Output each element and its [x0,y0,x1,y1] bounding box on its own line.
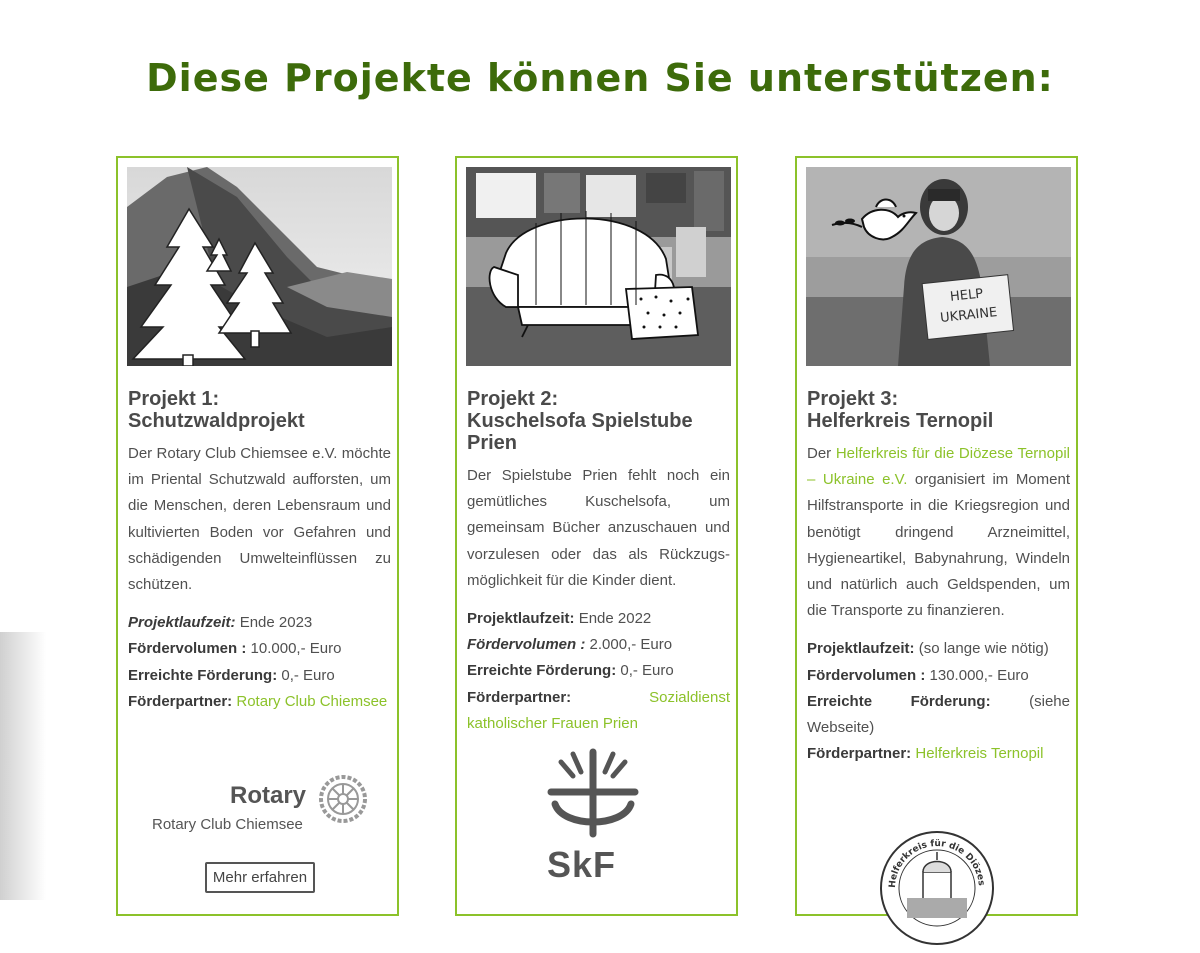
help-ukraine-photo [806,167,1071,366]
volumen-row: Fördervolumen : 10.000,- Euro [128,640,342,658]
partner-row: Förderpartner: Helferkreis Ternopil [807,745,1044,763]
project-description: Der Rotary Club Chiemsee e.V. möchte im Priental Schutzwald aufforsten, um die Menschen, deren Lebensraum und kultivierten Boden vor Gefahren und schädigenden Umwelteinflüssen zu schützen. [128,445,391,594]
partner-row: Förderpartner: Rotary Club Chiemsee [128,692,388,710]
volumen-row: Fördervolumen : 2.000,- Euro [467,636,673,654]
project-title: Projekt 1: Schutzwaldprojekt [128,388,305,432]
partner-link[interactable]: Sozialdienst katholischer Frauen Prien [467,688,730,732]
forest-illustration [127,167,392,366]
skf-logo: SkF [543,748,643,888]
svg-text:HELP: HELP [949,286,984,305]
erreicht-row: Erreichte Förderung: 0,- Euro [128,666,335,684]
project-description: Der Helferkreis für die Diözese Ternopil – Ukraine e.V. organisiert im Moment Hilfstransporte in die Kriegsregion und benötigt dringend Arzneimittel, Hygieneartikel, Babynahrung, Windeln und natürlich auch Geldspenden, um die Transporte zu finanzieren. [807,445,1070,620]
rotary-logo: Rotary Rotary Club Chiemsee [142,772,372,842]
project-card-2 [455,156,738,916]
volumen-row: Fördervolumen : 130.000,- Euro [807,666,1029,684]
project-description: Der Spielstube Prien fehlt noch ein gemütliches Kuschelsofa, um gemeinsam Bücher anzuschauen und vorzulesen oder das als Rückzugs-möglichkeit für die Kinder dient. [467,467,730,589]
sofa-illustration [466,167,731,366]
skf-cross-icon [543,748,643,844]
helferkreis-link[interactable]: Helferkreis für die Diözese Ternopil – Ukraine e.V. [807,445,1070,489]
svg-text:UKRAINE: UKRAINE [939,305,998,326]
helferkreis-seal-logo [877,828,997,948]
erreicht-row: Erreichte Förderung: 0,- Euro [467,662,674,680]
mehr-erfahren-button[interactable]: Mehr erfahren [205,862,315,893]
project-card-3 [795,156,1078,916]
laufzeit-row: Projektlaufzeit: Ende 2023 [128,614,313,632]
page-heading: Diese Projekte können Sie unterstützen: [146,56,1054,100]
rotary-wheel-icon [318,774,368,824]
svg-text:Helferkreis für die Diözese Te: Helferkreis für die Diözes [887,838,986,889]
partner-link[interactable]: Helferkreis Ternopil [915,745,1044,763]
partner-link[interactable]: Rotary Club Chiemsee [236,692,388,710]
left-edge-shadow [0,632,46,900]
partner-row: Förderpartner: Sozialdienst katholischer Frauen Prien [467,688,730,732]
laufzeit-row: Projektlaufzeit: Ende 2022 [467,610,652,628]
project-title: Projekt 3: Helferkreis Ternopil [807,388,994,432]
project-title: Projekt 2: Kuschelsofa Spielstube Prien [467,388,693,454]
project-card-1 [116,156,399,916]
laufzeit-row: Projektlaufzeit: (so lange wie nötig) [807,640,1049,658]
erreicht-row: Erreichte Förderung: (siehe Webseite) [807,692,1070,737]
